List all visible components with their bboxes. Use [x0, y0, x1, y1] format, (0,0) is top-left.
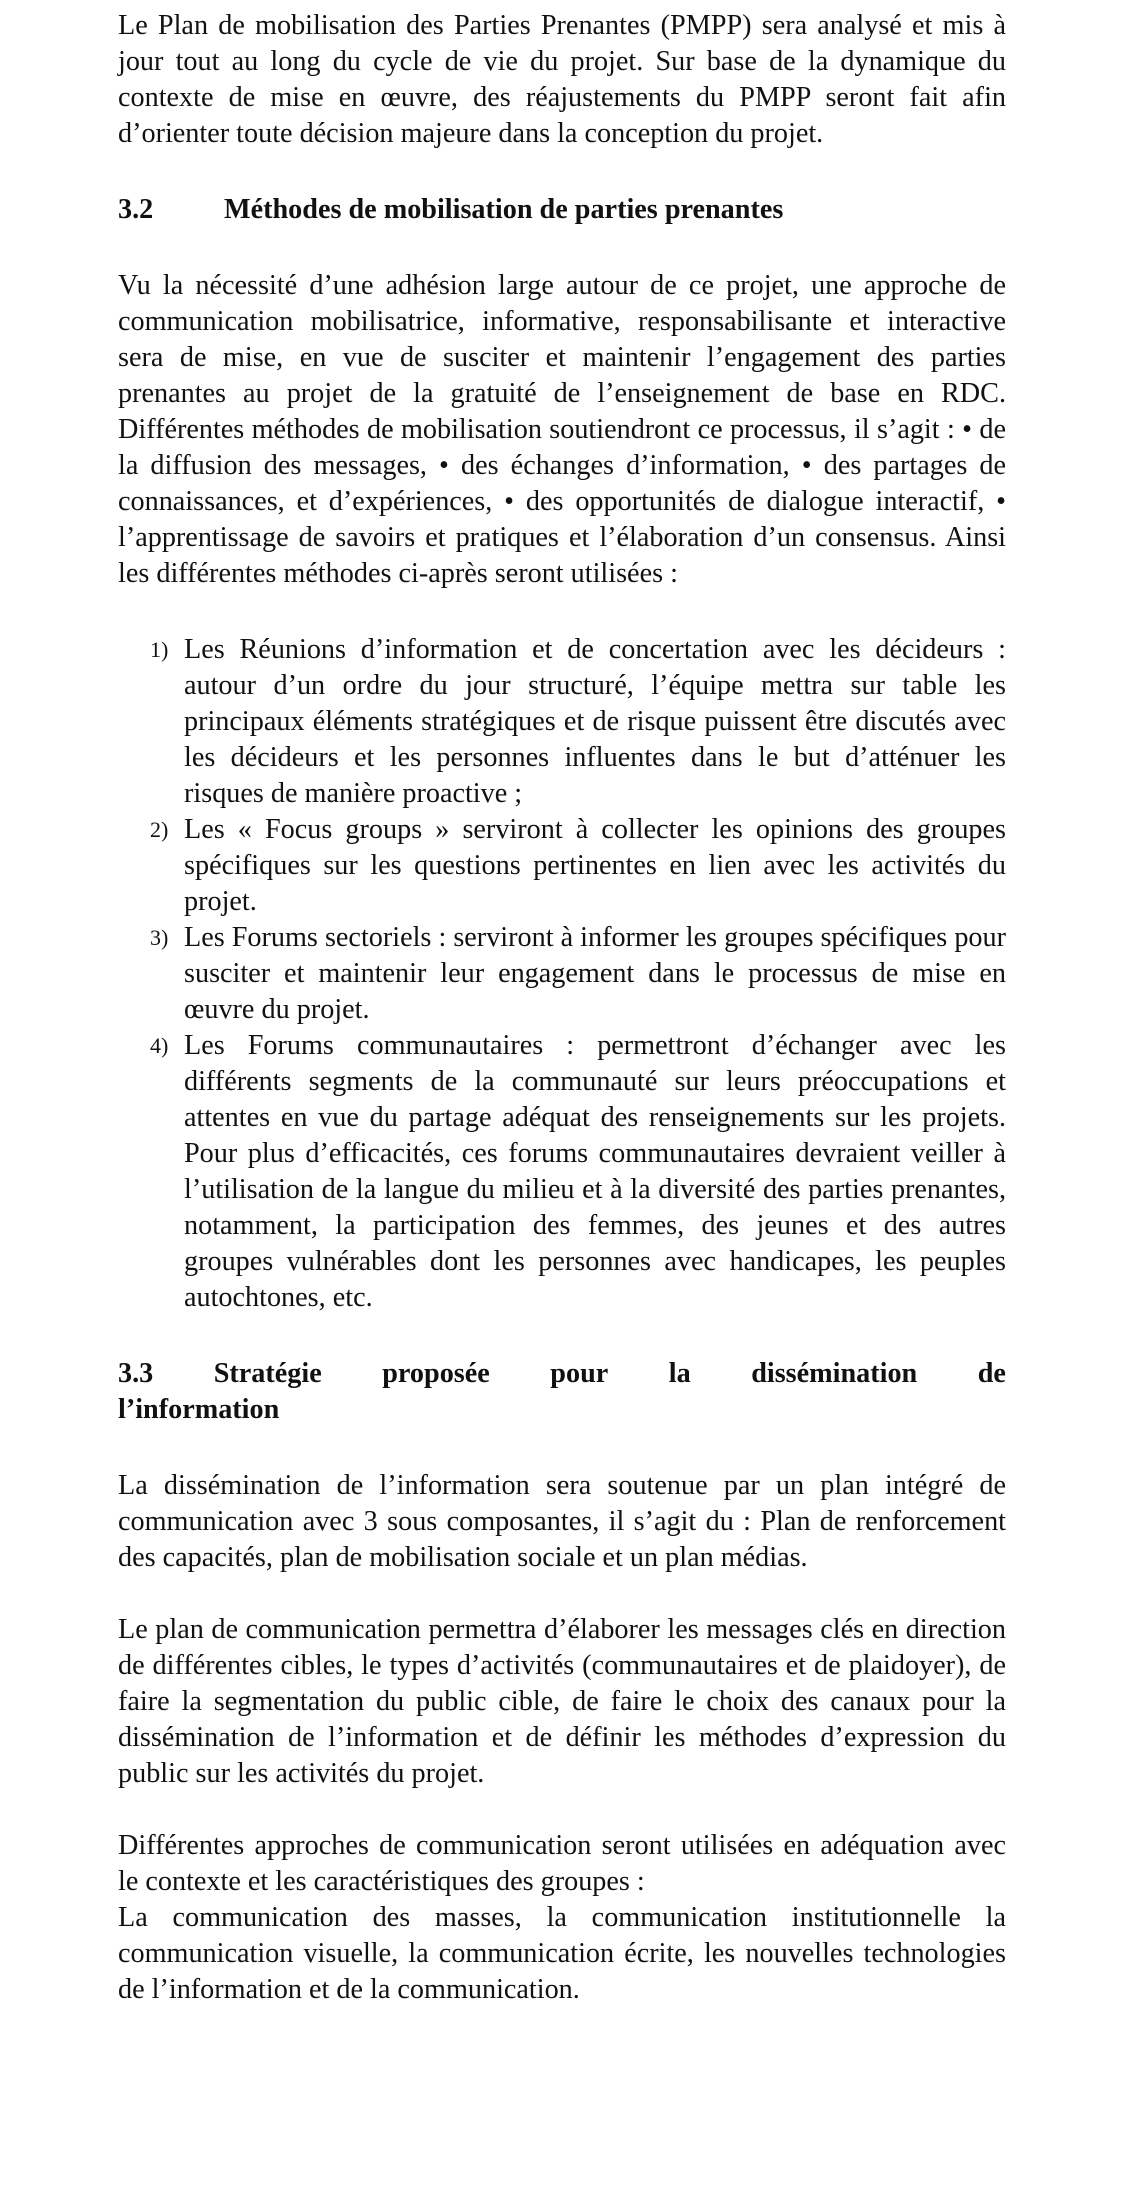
section-3-2-heading [118, 192, 1006, 228]
list-item [118, 812, 1006, 920]
list-item [118, 920, 1006, 1028]
section-3-2-number: 3.2 [118, 194, 154, 225]
methods-list [118, 632, 1006, 1316]
list-item [118, 1028, 1006, 1316]
list-item-text: Les Forums communautaires : permettront d’échanger avec les différents segments de la communauté sur leurs préoccupations et attentes en vue du partage adéquat des renseignements sur les projets. Pour plus d’efficacités, ces forums communautaires devraient veiller à l’utilisation de la langue du milieu et à la diversité des parties prenantes, notamment, la participation des femmes, des jeunes et des autres groupes vulnérables dont les personnes avec handicapes, les peuples autochtones, etc. [184, 1030, 1006, 1313]
section-3-3-heading [118, 1356, 1006, 1428]
section-3-3-title-word: proposée [382, 1358, 490, 1389]
list-item-text: Les « Focus groups » serviront à collecter les opinions des groupes spécifiques sur les questions pertinentes en lien avec les activités du projet. [184, 814, 1006, 917]
section-3-3-title-line2: l’information [118, 1394, 280, 1425]
list-item-text: Les Forums sectoriels : serviront à informer les groupes spécifiques pour susciter et maintenir leur engagement dans le processus de mise en œuvre du projet. [184, 922, 1006, 1025]
section-3-3-paragraph-4: La communication des masses, la communication institutionnelle la communication visuelle, la communication écrite, les nouvelles technologies de l’information et de la communication. [118, 1902, 1006, 2005]
section-3-3-paragraph-1: La dissémination de l’information sera soutenue par un plan intégré de communication avec 3 sous composantes, il s’agit du : Plan de renforcement des capacités, plan de mobilisation sociale et un plan médias. [118, 1470, 1006, 1573]
list-item [118, 632, 1006, 812]
section-3-3-title-word: pour [550, 1358, 609, 1389]
list-item-marker: 3) [150, 925, 169, 950]
list-item-text: Les Réunions d’information et de concertation avec les décideurs : autour d’un ordre du jour structuré, l’équipe mettra sur table les principaux éléments stratégiques et de risque puissent être discutés avec les décideurs et les personnes influentes dans le but d’atténuer les risques de manière proactive ; [184, 634, 1006, 809]
intro-paragraph: Le Plan de mobilisation des Parties Prenantes (PMPP) sera analysé et mis à jour tout au long du cycle de vie du projet. Sur base de la dynamique du contexte de mise en œuvre, des réajustements du PMPP seront fait afin d’orienter toute décision majeure dans la conception du projet. [118, 10, 1006, 149]
list-item-marker: 1) [150, 637, 169, 662]
section-3-3-title-word: dissémination [751, 1358, 918, 1389]
section-3-3-title-word: de [977, 1358, 1006, 1389]
section-3-3-title-word: la [668, 1358, 691, 1389]
section-3-3-number: 3.3 [118, 1358, 154, 1389]
document-page [118, 0, 1006, 2008]
section-3-2-paragraph: Vu la nécessité d’une adhésion large autour de ce projet, une approche de communication mobilisatrice, informative, responsabilisante et interactive sera de mise, en vue de susciter et maintenir l’engagement des parties prenantes au projet de la gratuité de l’enseignement de base en RDC. Différentes méthodes de mobilisation soutiendront ce processus, il s’agit : • de la diffusion des messages, • des échanges d’information, • des partages de connaissances, et d’expériences, • des opportunités de dialogue interactif, • l’apprentissage de savoirs et pratiques et l’élaboration d’un consensus. Ainsi les différentes méthodes ci-après seront utilisées : [118, 270, 1006, 589]
section-3-3-paragraph-3: Différentes approches de communication seront utilisées en adéquation avec le contexte et les caractéristiques des groupes : [118, 1830, 1006, 1897]
section-3-2-title: Méthodes de mobilisation de parties prenantes [224, 194, 784, 225]
section-3-3-title-word: Stratégie [213, 1358, 322, 1389]
section-3-3-paragraph-2: Le plan de communication permettra d’élaborer les messages clés en direction de différentes cibles, le types d’activités (communautaires et de plaidoyer), de faire la segmentation du public cible, de faire le choix des canaux pour la dissémination de l’information et de définir les méthodes d’expression du public sur les activités du projet. [118, 1614, 1006, 1789]
list-item-marker: 4) [150, 1033, 169, 1058]
section-3-3-heading-line1 [118, 1356, 1006, 1392]
list-item-marker: 2) [150, 817, 169, 842]
